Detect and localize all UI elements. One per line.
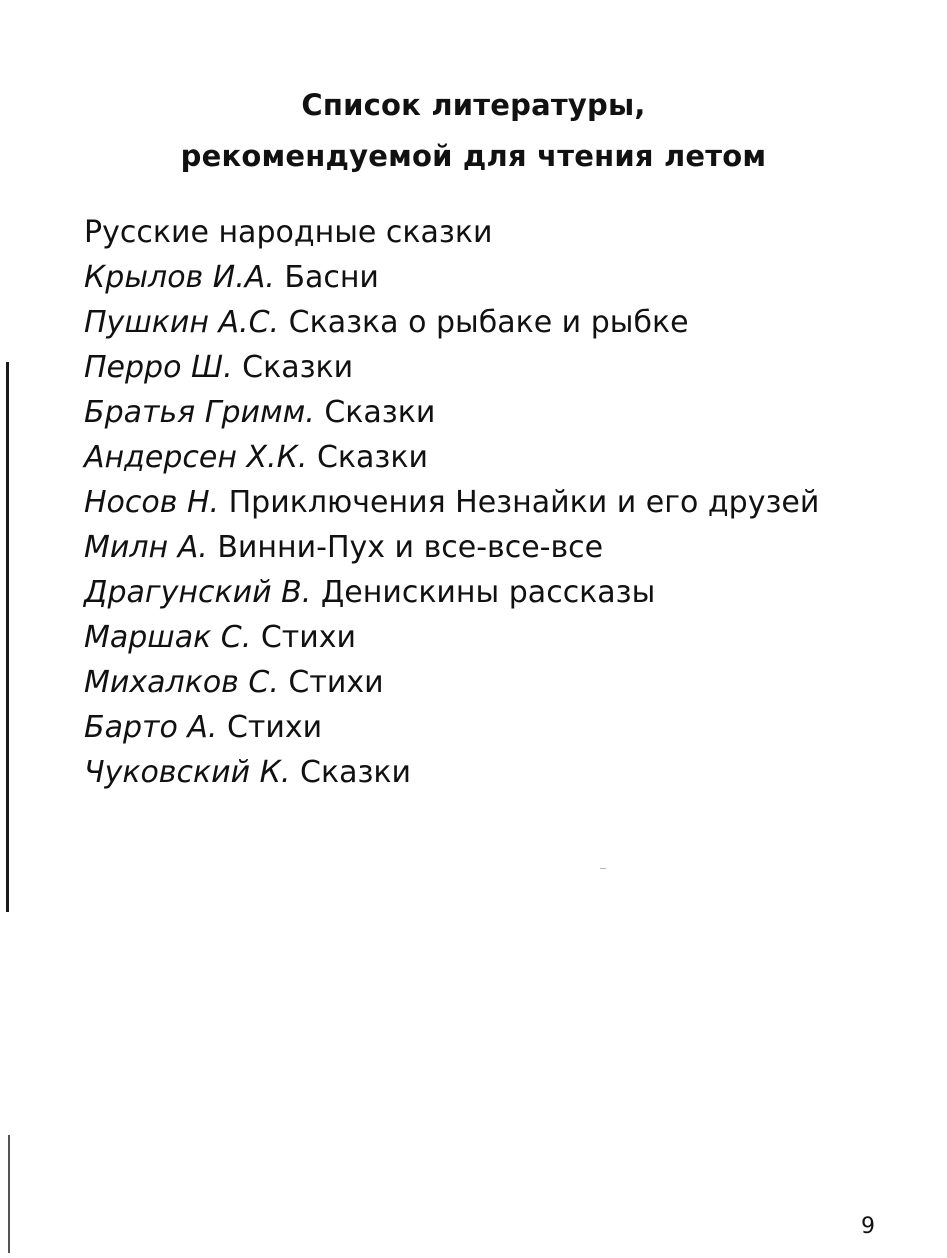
- book-author: Милн А.: [84, 530, 208, 565]
- title-line-1: Список литературы,: [301, 88, 646, 122]
- book-author: Чуковский К.: [84, 755, 291, 790]
- book-author: Крылов И.А.: [84, 260, 275, 295]
- book-author: Драгунский В.: [84, 575, 312, 610]
- book-author: Носов Н.: [84, 485, 220, 520]
- list-item: [84, 390, 819, 435]
- page-title: [0, 80, 947, 182]
- book-title: Винни-Пух и все-все-все: [217, 530, 604, 565]
- list-item: [84, 570, 819, 615]
- book-title: Сказка о рыбаке и рыбке: [288, 305, 689, 340]
- scan-edge-line-lower: [8, 1135, 10, 1253]
- book-author: Барто А.: [84, 710, 218, 745]
- book-title: Приключения Незнайки и его друзей: [228, 485, 820, 520]
- book-title: Стихи: [260, 620, 357, 655]
- list-item: [84, 435, 819, 480]
- book-title: Стихи: [288, 665, 384, 700]
- book-title: Сказки: [242, 350, 354, 385]
- list-item: [84, 210, 819, 255]
- book-author: Михалков С.: [84, 665, 279, 700]
- list-item: [84, 300, 819, 345]
- list-item: [84, 705, 819, 750]
- book-title: Денискины рассказы: [320, 575, 656, 610]
- list-item: [84, 525, 819, 570]
- page-number: 9: [861, 1214, 875, 1239]
- book-author: Братья Гримм.: [84, 395, 315, 430]
- book-author: Пушкин А.С.: [84, 305, 280, 340]
- reading-list: [84, 210, 819, 795]
- book-author: Перро Ш.: [84, 350, 233, 385]
- book-title: Русские народные сказки: [84, 215, 493, 250]
- title-line-2: рекомендуемой для чтения летом: [180, 139, 767, 173]
- list-item: [84, 255, 819, 300]
- list-item: [84, 615, 819, 660]
- book-title: Стихи: [226, 710, 323, 745]
- book-title: Басни: [284, 260, 379, 295]
- book-title: Сказки: [316, 440, 428, 475]
- book-author: Андерсен Х.К.: [84, 440, 308, 475]
- book-title: Сказки: [324, 395, 436, 430]
- book-title: Сказки: [300, 755, 412, 790]
- list-item: [84, 750, 819, 795]
- scan-speck: [600, 868, 606, 869]
- book-author: Маршак С.: [84, 620, 252, 655]
- list-item: [84, 660, 819, 705]
- list-item: [84, 480, 819, 525]
- list-item: [84, 345, 819, 390]
- scan-edge-line: [6, 362, 9, 912]
